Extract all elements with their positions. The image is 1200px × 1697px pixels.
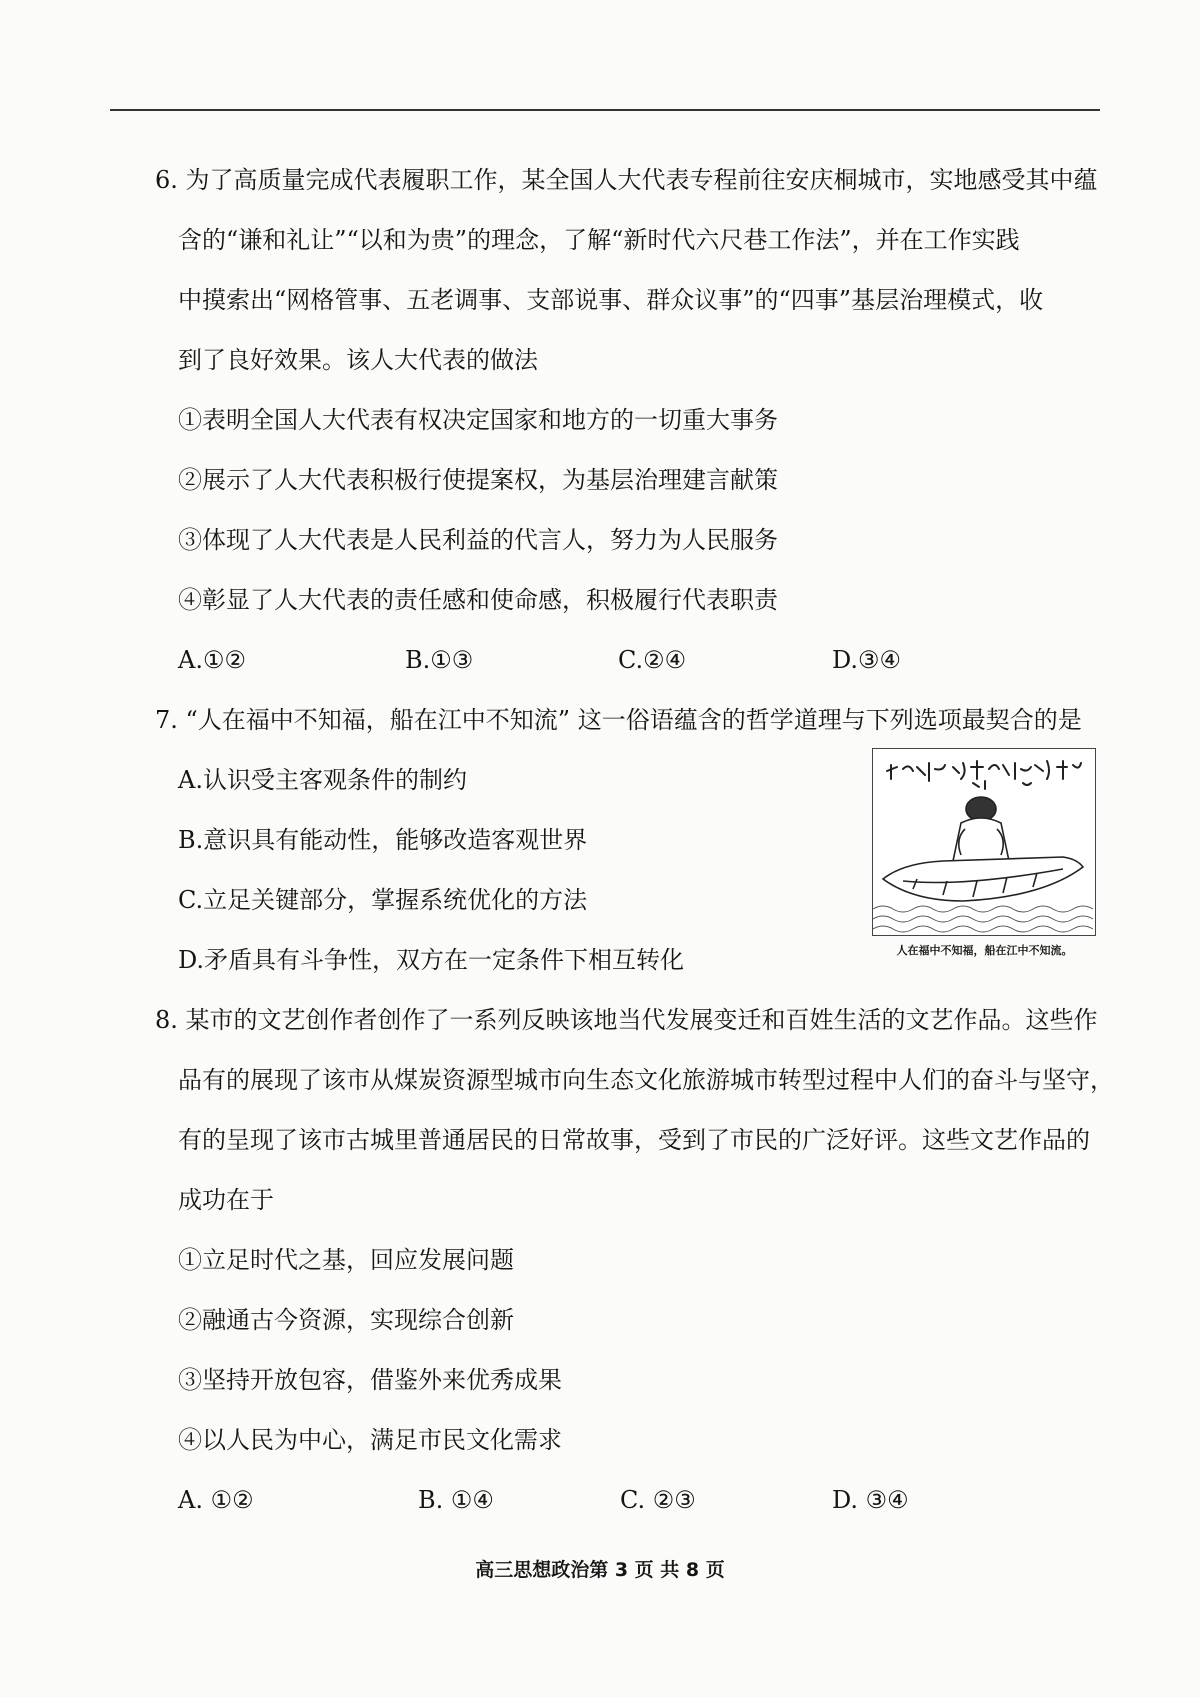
q8-statement-4: ④以人民为中心，满足市民文化需求 xyxy=(178,1426,562,1454)
page-footer: 高三思想政治第 3 页 共 8 页 xyxy=(475,1559,725,1581)
q8-stem-line-4: 成功在于 xyxy=(178,1186,274,1214)
q8-stem-line-1: 8. 某市的文艺创作者创作了一系列反映该地当代发展变迁和百姓生活的文艺作品。这些作 xyxy=(155,1006,1098,1034)
q8-option-d[interactable]: D. ③④ xyxy=(832,1486,909,1514)
q8-statement-2: ②融通古今资源，实现综合创新 xyxy=(178,1306,514,1334)
q7-choice-a[interactable]: A.认识受主客观条件的制约 xyxy=(178,766,467,794)
q8-option-b[interactable]: B. ①④ xyxy=(418,1486,494,1514)
boat xyxy=(883,857,1083,901)
water-waves xyxy=(873,906,1093,932)
q6-statement-1: ①表明全国人大代表有权决定国家和地方的一切重大事务 xyxy=(178,406,778,434)
calligraphy-inscription xyxy=(887,761,1081,789)
q8-stem-line-3: 有的呈现了该市古城里普通居民的日常故事，受到了市民的广泛好评。这些文艺作品的 xyxy=(178,1126,1090,1154)
q6-option-b[interactable]: B.①③ xyxy=(405,646,474,674)
q7-choice-b[interactable]: B.意识具有能动性，能够改造客观世界 xyxy=(178,826,588,854)
q8-stem-line-2: 品有的展现了该市从煤炭资源型城市向生态文化旅游城市转型过程中人们的奋斗与坚守， xyxy=(178,1066,1114,1094)
q6-statement-3: ③体现了人大代表是人民利益的代言人，努力为人民服务 xyxy=(178,526,778,554)
q6-stem-line-3: 中摸索出“网格管事、五老调事、支部说事、群众议事”的“四事”基层治理模式，收 xyxy=(178,286,1044,314)
q7-choice-c[interactable]: C.立足关键部分，掌握系统优化的方法 xyxy=(178,886,588,914)
header-rule xyxy=(110,109,1100,111)
cartoon-caption: 人在福中不知福，船在江中不知流。 xyxy=(896,944,1073,957)
q8-statement-1: ①立足时代之基，回应发展问题 xyxy=(178,1246,514,1274)
q7-cartoon-figure xyxy=(872,748,1097,968)
q8-statement-3: ③坚持开放包容，借鉴外来优秀成果 xyxy=(178,1366,562,1394)
q7-stem: 7. “人在福中不知福，船在江中不知流” 这一俗语蕴含的哲学道理与下列选项最契合的是 xyxy=(155,706,1082,734)
q8-option-c[interactable]: C. ②③ xyxy=(620,1486,696,1514)
q6-stem-line-2: 含的“谦和礼让”“以和为贵”的理念，了解“新时代六尺巷工作法”，并在工作实践 xyxy=(178,226,1020,254)
q6-stem-line-4: 到了良好效果。该人大代表的做法 xyxy=(178,346,538,374)
q6-option-a[interactable]: A.①② xyxy=(178,646,246,674)
q8-option-a[interactable]: A. ①② xyxy=(178,1486,254,1514)
q7-choice-d[interactable]: D.矛盾具有斗争性，双方在一定条件下相互转化 xyxy=(178,946,685,974)
q6-stem-line-1: 6. 为了高质量完成代表履职工作，某全国人大代表专程前往安庆桐城市，实地感受其中蕴 xyxy=(155,166,1098,194)
boat-person-illustration xyxy=(873,749,1095,935)
q6-option-d[interactable]: D.③④ xyxy=(832,646,902,674)
q6-statement-2: ②展示了人大代表积极行使提案权，为基层治理建言献策 xyxy=(178,466,778,494)
q6-statement-4: ④彰显了人大代表的责任感和使命感，积极履行代表职责 xyxy=(178,586,778,614)
cartoon-frame xyxy=(872,748,1096,936)
q6-option-c[interactable]: C.②④ xyxy=(618,646,687,674)
